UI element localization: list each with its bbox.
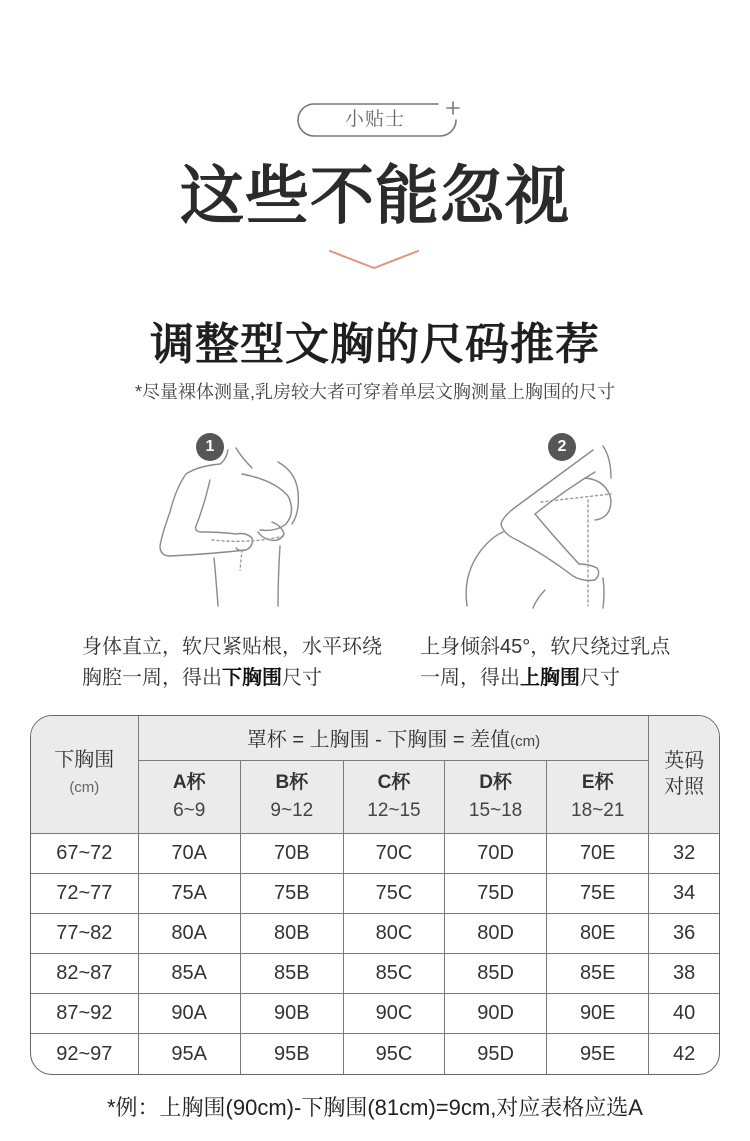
figure-outline — [501, 450, 593, 524]
size-cell: 70A — [138, 833, 240, 873]
size-cell: 75B — [240, 873, 343, 913]
underbust-measuring-illustration — [150, 428, 310, 610]
size-cell: 80D — [445, 914, 547, 954]
underbust-cell: 72~77 — [31, 873, 138, 913]
cup-range: 12~15 — [367, 799, 421, 821]
size-cell: 75A — [138, 873, 240, 913]
size-cell: 85C — [343, 954, 444, 994]
underbust-header-unit: (cm) — [69, 779, 100, 797]
uk-size-cell: 32 — [649, 833, 719, 873]
size-cell: 90C — [343, 994, 444, 1034]
table-row — [31, 994, 719, 1034]
table-row — [31, 954, 719, 994]
size-cell: 95B — [240, 1034, 343, 1074]
example-note: *例：上胸围(90cm)-下胸围(81cm)=9cm,对应表格应选A — [107, 1095, 643, 1120]
size-cell: 80B — [240, 914, 343, 954]
cup-header-b — [240, 760, 343, 833]
cup-range: 9~12 — [270, 799, 314, 821]
uk-size-cell: 34 — [649, 873, 719, 913]
table-row — [31, 914, 719, 954]
uk-size-header — [649, 716, 719, 833]
caption-emphasis: 上胸围 — [520, 667, 580, 689]
tip-label: 小贴士 — [344, 109, 405, 130]
caption-text: 尺寸 — [580, 667, 620, 689]
table-row — [31, 1034, 719, 1074]
figure-outline — [603, 578, 604, 608]
underbust-cell: 77~82 — [31, 914, 138, 954]
figure-outline — [236, 448, 252, 468]
size-cell: 70D — [445, 833, 547, 873]
uk-size-cell: 42 — [649, 1034, 719, 1074]
figure-outline — [160, 464, 220, 556]
figure-outline — [603, 446, 611, 478]
size-cell: 80A — [138, 914, 240, 954]
table-row — [31, 873, 719, 913]
cup-header-e — [547, 760, 649, 833]
cup-label: E杯 — [581, 771, 614, 793]
uk-size-cell: 40 — [649, 994, 719, 1034]
tape-measure — [541, 494, 611, 502]
underbust-cell: 87~92 — [31, 994, 138, 1034]
cup-label: C杯 — [377, 771, 411, 793]
uk-size-cell: 36 — [649, 914, 719, 954]
size-table-grid — [31, 716, 719, 1074]
cup-label: A杯 — [172, 771, 206, 793]
size-cell: 70E — [547, 833, 649, 873]
measurement-hint: *尽量裸体测量,乳房较大者可穿着单层文胸测量上胸围的尺寸 — [134, 382, 615, 402]
cup-range: 15~18 — [468, 799, 523, 821]
step-2-caption-line1: 上身倾斜45°，软尺绕过乳点 — [420, 636, 671, 658]
figure-outline — [214, 558, 218, 606]
caption-emphasis: 下胸围 — [222, 667, 282, 689]
size-cell: 85B — [240, 954, 343, 994]
figure-outline — [242, 474, 292, 530]
size-cell: 95E — [547, 1034, 649, 1074]
underbust-header-label: 下胸围 — [54, 749, 115, 772]
step-1-caption-line2 — [82, 663, 322, 693]
step-badge-1: 1 — [196, 433, 224, 461]
cup-label: B杯 — [275, 771, 309, 793]
caption-text: 尺寸 — [282, 667, 322, 689]
tape-measure — [240, 550, 242, 570]
cup-header-d — [445, 760, 547, 833]
size-cell: 75D — [445, 873, 547, 913]
figure-outline — [535, 514, 579, 564]
cup-range: 6~9 — [173, 799, 206, 821]
underbust-header — [31, 716, 138, 833]
size-cell: 95C — [343, 1034, 444, 1074]
figure-hand — [573, 564, 599, 581]
table-header-row — [31, 716, 719, 760]
uk-size-header-line2: 对照 — [664, 776, 705, 799]
figure-outline — [278, 462, 298, 524]
uk-size-header-line1: 英码 — [664, 750, 705, 773]
step-1-caption-line1: 身体直立，软尺紧贴根，水平环绕 — [82, 636, 382, 658]
size-cell: 80E — [547, 914, 649, 954]
caption-text: 胸腔一周，得出 — [82, 667, 222, 689]
underbust-cell: 67~72 — [31, 833, 138, 873]
size-cell: 95A — [138, 1034, 240, 1074]
size-cell: 90E — [547, 994, 649, 1034]
size-cell: 70C — [343, 833, 444, 873]
size-cell: 80C — [343, 914, 444, 954]
figure-hand — [236, 534, 252, 551]
chevron-line — [330, 251, 418, 268]
figure-hand — [258, 522, 284, 540]
figure-outline — [501, 524, 573, 576]
section-heading: 调整型文胸的尺码推荐 — [150, 320, 600, 369]
size-cell: 85E — [547, 954, 649, 994]
size-cell: 95D — [445, 1034, 547, 1074]
size-cell: 90A — [138, 994, 240, 1034]
figure-outline — [278, 546, 280, 606]
underbust-cell: 92~97 — [31, 1034, 138, 1074]
overbust-measuring-illustration — [455, 428, 620, 613]
figure-outline — [466, 532, 503, 606]
uk-size-cell: 38 — [649, 954, 719, 994]
underbust-cell: 82~87 — [31, 954, 138, 994]
chevron-down-icon — [325, 245, 425, 275]
cup-header-a — [138, 760, 240, 833]
page-title: 这些不能忽视 — [180, 160, 570, 232]
cup-formula-text: 罩杯 = 上胸围 - 下胸围 = 差值 — [246, 729, 511, 752]
size-cell: 75E — [547, 873, 649, 913]
figure-outline — [170, 550, 246, 556]
step-badge-2: 2 — [548, 433, 576, 461]
cup-formula-unit: (cm) — [510, 733, 541, 751]
size-cell: 75C — [343, 873, 444, 913]
step-2-caption-line2 — [420, 663, 620, 693]
cup-range: 18~21 — [571, 799, 625, 821]
size-cell: 90D — [445, 994, 547, 1034]
size-cell: 85A — [138, 954, 240, 994]
size-cell: 85D — [445, 954, 547, 994]
size-cell: 90B — [240, 994, 343, 1034]
figure-outline — [585, 478, 611, 520]
size-table — [30, 715, 720, 1075]
figure-outline — [196, 480, 236, 534]
table-row — [31, 833, 719, 873]
caption-text: 一周，得出 — [420, 667, 520, 689]
figure-outline — [533, 590, 545, 608]
cup-label: D杯 — [479, 771, 512, 793]
size-cell: 70B — [240, 833, 343, 873]
cup-header-c — [343, 760, 444, 833]
cup-formula-header — [138, 716, 649, 760]
